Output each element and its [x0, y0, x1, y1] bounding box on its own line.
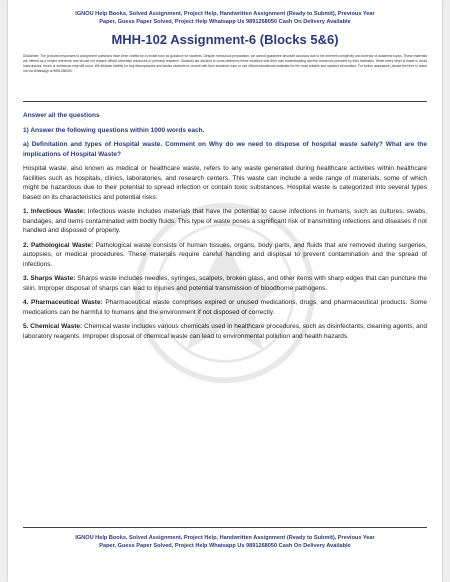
- waste-type-text: Pathological waste consists of human tissues, organs, body parts, and fluids that are removed during surgeries, autopsies, or medical procedures. These materials require careful handling and disposal to prevent contamination and the spread of infections.: [23, 241, 427, 268]
- waste-type-text: Sharps waste includes needles, syringes, scalpels, broken glass, and other items with sharp edges that can puncture the skin. Improper disposal of sharps can lead to injuries and potential transmission of bloodborne pathogens.: [23, 275, 427, 292]
- footer-line-1: IGNOU Help Books, Solved Assignment, Project Help, Handwritten Assignment (Ready to Submit), Previous Year: [75, 535, 375, 541]
- footer-divider: [23, 527, 427, 528]
- header-divider: [23, 101, 427, 102]
- document-body: [23, 111, 427, 346]
- document-title: MHH-102 Assignment-6 (Blocks 5&6): [111, 32, 339, 47]
- question-heading: 1) Answer the following questions within 1000 words each.: [23, 126, 205, 134]
- waste-type-text: Infectious waste includes materials that have the potential to cause infections in humans, such as cultures, swabs, bandages, and items contaminated with bodily fluids. This type of waste poses a significant risk of transmitting infections and diseases if not handled and disposed of properly.: [23, 208, 427, 234]
- waste-type-title: 3. Sharps Waste:: [23, 275, 76, 282]
- waste-type-paragraph: [23, 298, 427, 317]
- waste-type-title: 5. Chemical Waste:: [23, 323, 83, 330]
- page-footer: [20, 534, 430, 550]
- document-page: [8, 0, 442, 582]
- header-line-1: IGNOU Help Books, Solved Assignment, Project Help, Handwritten Assignment (Ready to Submit), Previous Year: [75, 11, 375, 17]
- waste-type-paragraph: [23, 322, 427, 341]
- sub-question: a) Definitation and types of Hospital waste. Comment on Why do we need to dispose of hospital waste safely? What are the implications of Hospital Waste?: [23, 141, 427, 158]
- disclaimer-text: Disclaimer: The provided responses to assignment questions have been crafted by a private tutor as guidance for students. Despite meticulous preparation, we cannot guarantee absolute accuracy due to the inherent complexity and diversity of academic topics. These materials are offered as a helpful reference and should not replace official university resources or personal research. Students are advised to cross-reference these solutions with their own understanding and the resources provided by their institution. While every effort is made to avoid inaccuracies, errors or omissions may still occur. We disclaim liability for any discrepancies and advise students to consult with their academic tutor or use official educational materials for the most reliable and updated information. For further assistance, please feel free to reach out via WhatsApp at 9891268050.: [23, 54, 427, 74]
- waste-type-title: 4. Pharmaceutical Waste:: [23, 299, 103, 306]
- page-header: [20, 10, 430, 26]
- waste-type-text: Chemical waste includes various chemicals used in healthcare procedures, such as disinfectants, cleaning agents, and laboratory reagents. Improper disposal of chemical waste can lead to environmental pollution and health hazards.: [23, 323, 427, 340]
- waste-type-paragraph: [23, 241, 427, 270]
- waste-type-paragraph: [23, 274, 427, 293]
- waste-type-text: Pharmaceutical waste comprises expired or unused medications, drugs, and pharmaceutical products. Some medications can be harmful to humans and the environment if not disposed of correctly.: [23, 299, 427, 316]
- footer-line-2: Paper, Guess Paper Solved, Project Help Whatsapp Us 9891268050 Cash On Delivery Available: [99, 543, 351, 549]
- intro-paragraph: Hospital waste, also known as medical or healthcare waste, refers to any waste generated during healthcare activities within healthcare facilities such as hospitals, clinics, laboratories, and research centers. This waste can include a wide range of materials, some of which might be hazardous due to their potential to spread infection or contain toxic substances. Hospital waste is categorized into several types based on its characteristics and potential risks:: [23, 165, 427, 201]
- waste-type-paragraph: [23, 207, 427, 236]
- answer-heading: Answer all the questions: [23, 112, 100, 119]
- header-line-2: Paper, Guess Paper Solved, Project Help Whatsapp Us 9891268050 Cash On Delivery Available: [99, 19, 351, 25]
- waste-type-title: 1. Infectious Waste:: [23, 208, 86, 215]
- waste-type-title: 2. Pathological Waste:: [23, 241, 94, 249]
